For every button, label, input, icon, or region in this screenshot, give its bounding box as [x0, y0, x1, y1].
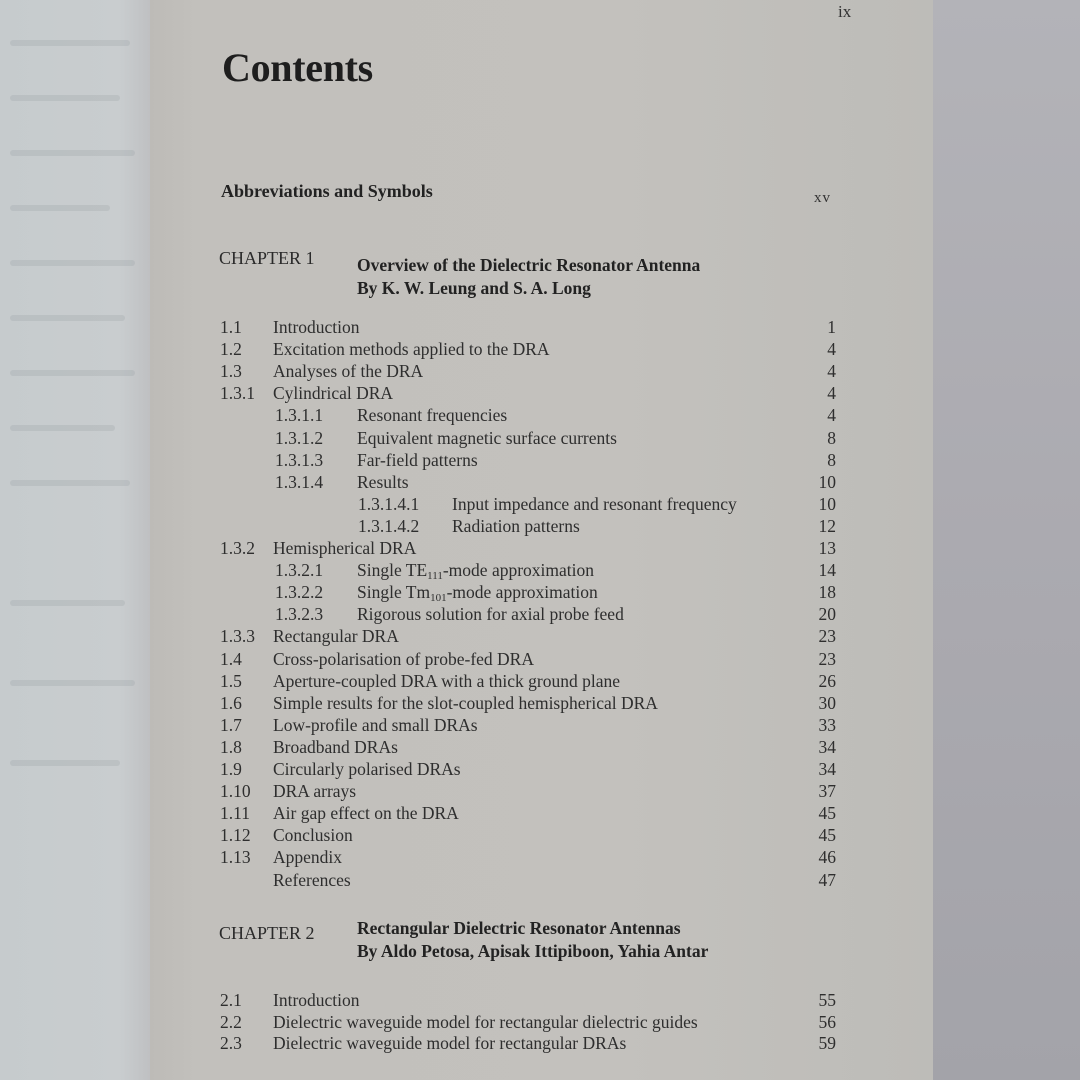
faded-text-line — [10, 40, 130, 46]
toc-entry-title[interactable]: Equivalent magnetic surface currents — [357, 428, 617, 448]
toc-entry-page: 26 — [818, 671, 836, 691]
toc-entry-page: 14 — [818, 560, 836, 580]
chapter-label: CHAPTER 1 — [219, 248, 315, 268]
toc-entry-title[interactable]: Aperture-coupled DRA with a thick ground plane — [273, 671, 620, 691]
toc-entry-title[interactable]: Excitation methods applied to the DRA — [273, 339, 550, 359]
chapter-title[interactable]: Overview of the Dielectric Resonator Antenna — [357, 255, 701, 275]
toc-entry-number: 1.3.1.1 — [275, 405, 324, 425]
faded-text-line — [10, 370, 135, 376]
toc-entry-title[interactable]: Analyses of the DRA — [273, 361, 424, 381]
toc-entry-number: 1.10 — [220, 781, 251, 801]
toc-entry-page: 46 — [818, 847, 836, 867]
toc-entry-page: 34 — [818, 737, 836, 757]
toc-entry-title[interactable]: Cross-polarisation of probe-fed DRA — [273, 649, 534, 669]
facing-page-edge — [0, 0, 150, 1080]
background-surface — [933, 0, 1080, 1080]
toc-entry-number: 1.3.3 — [220, 626, 255, 646]
toc-entry-page: 45 — [818, 825, 836, 845]
toc-entry-page: 12 — [818, 516, 836, 536]
toc-entry-number: 1.1 — [220, 317, 242, 337]
toc-entry-number: 1.3.1.4.2 — [358, 516, 420, 536]
chapter-authors: By K. W. Leung and S. A. Long — [357, 278, 591, 298]
toc-entry-title[interactable]: Circularly polarised DRAs — [273, 759, 461, 779]
toc-entry-title[interactable]: Introduction — [273, 317, 360, 337]
toc-entry-title[interactable]: Dielectric waveguide model for rectangular DRAs — [273, 1033, 627, 1053]
page-folio: ix — [838, 2, 852, 21]
toc-front-matter-title[interactable]: Abbreviations and Symbols — [221, 181, 433, 201]
mode-subscript: 111 — [427, 570, 443, 582]
toc-entry-page: 30 — [818, 693, 836, 713]
toc-entry-page: 4 — [827, 383, 836, 403]
toc-entry-page: 59 — [818, 1033, 836, 1053]
toc-entry-page: 4 — [827, 339, 836, 359]
faded-text-line — [10, 680, 135, 686]
toc-entry-number: 1.7 — [220, 715, 242, 735]
toc-entry-number: 1.13 — [220, 847, 251, 867]
toc-entry-page: 56 — [818, 1012, 836, 1032]
toc-entry-title[interactable]: Broadband DRAs — [273, 737, 398, 757]
faded-text-line — [10, 260, 135, 266]
toc-entry-number: 1.11 — [220, 803, 250, 823]
toc-entry-number: 1.3 — [220, 361, 242, 381]
toc-entry-page: 8 — [827, 450, 836, 470]
toc-entry-number: 1.3.2.2 — [275, 582, 324, 602]
toc-entry-page: 8 — [827, 428, 836, 448]
toc-entry-number: 1.3.2.1 — [275, 560, 324, 580]
faded-text-line — [10, 480, 130, 486]
toc-entry-page: 37 — [818, 781, 836, 801]
toc-entry-page: 45 — [818, 803, 836, 823]
toc-entry-number: 1.3.1 — [220, 383, 255, 403]
toc-entry-title[interactable]: Conclusion — [273, 825, 353, 845]
toc-entry-title[interactable]: Input impedance and resonant frequency — [452, 494, 737, 514]
toc-entry-title[interactable]: References — [273, 870, 351, 890]
toc-entry-number: 1.6 — [220, 693, 242, 713]
toc-entry-number: 1.9 — [220, 759, 242, 779]
toc-entry-number: 1.8 — [220, 737, 242, 757]
toc-entry-number: 1.2 — [220, 339, 242, 359]
chapter-title[interactable]: Rectangular Dielectric Resonator Antennas — [357, 918, 681, 938]
toc-entry-title[interactable]: Resonant frequencies — [357, 405, 508, 425]
chapter-authors: By Aldo Petosa, Apisak Ittipiboon, Yahia Antar — [357, 941, 709, 961]
contents-page — [150, 0, 933, 1080]
toc-entry-number: 1.3.1.4.1 — [358, 494, 420, 514]
toc-entry-title[interactable] — [357, 560, 594, 582]
toc-entry-page: 4 — [827, 405, 836, 425]
toc-entry-page: 23 — [818, 649, 836, 669]
toc-entry-number: 1.3.1.2 — [275, 428, 324, 448]
title-text: Single Tm — [357, 582, 431, 602]
toc-entry-page: 4 — [827, 361, 836, 381]
toc-entry-page: 20 — [818, 604, 836, 624]
toc-entry-page: 1 — [827, 317, 836, 337]
toc-entry-title[interactable]: Results — [357, 472, 409, 492]
toc-entry-page: 23 — [818, 626, 836, 646]
toc-entry-number: 1.5 — [220, 671, 242, 691]
title-text: Single TE — [357, 560, 428, 580]
toc-entry-title[interactable]: Low-profile and small DRAs — [273, 715, 478, 735]
toc-entry-title[interactable]: Air gap effect on the DRA — [273, 803, 459, 823]
toc-entry-number: 1.3.2 — [220, 538, 255, 558]
toc-entry-page: 55 — [818, 990, 836, 1010]
toc-entry-number: 1.12 — [220, 825, 251, 845]
faded-text-line — [10, 425, 115, 431]
toc-entry-title[interactable]: Appendix — [273, 847, 343, 867]
toc-entry-title[interactable]: Far-field patterns — [357, 450, 478, 470]
mode-subscript: 101 — [430, 592, 447, 604]
toc-entry-page: 47 — [818, 870, 836, 890]
toc-entry-title[interactable]: Cylindrical DRA — [273, 383, 394, 403]
toc-entry-title[interactable] — [357, 582, 598, 604]
faded-text-line — [10, 205, 110, 211]
title-text: -mode approximation — [442, 560, 595, 580]
toc-entry-number: 1.3.2.3 — [275, 604, 324, 624]
toc-entry-page: 10 — [818, 494, 836, 514]
toc-entry-title[interactable]: Introduction — [273, 990, 360, 1010]
toc-entry-page: 34 — [818, 759, 836, 779]
toc-entry-title[interactable]: Rigorous solution for axial probe feed — [357, 604, 624, 624]
faded-text-line — [10, 95, 120, 101]
toc-entry-number: 1.3.1.4 — [275, 472, 324, 492]
toc-entry-title[interactable]: Hemispherical DRA — [273, 538, 417, 558]
toc-entry-title[interactable]: Rectangular DRA — [273, 626, 399, 646]
toc-entry-title[interactable]: Simple results for the slot-coupled hemispherical DRA — [273, 693, 658, 713]
toc-entry-title[interactable]: DRA arrays — [273, 781, 357, 801]
toc-entry-number: 1.3.1.3 — [275, 450, 324, 470]
toc-entry-page: 13 — [818, 538, 836, 558]
faded-text-line — [10, 315, 125, 321]
faded-text-line — [10, 600, 125, 606]
faded-text-line — [10, 150, 135, 156]
toc-entry-number: 1.4 — [220, 649, 242, 669]
toc-front-matter-page: xv — [814, 190, 831, 206]
page-title: Contents — [222, 45, 373, 90]
chapter-label: CHAPTER 2 — [219, 923, 315, 943]
title-text: -mode approximation — [446, 582, 598, 602]
toc-entry-number: 2.2 — [220, 1012, 242, 1032]
toc-entry-page: 33 — [818, 715, 836, 735]
toc-entry-number: 2.1 — [220, 990, 242, 1010]
faded-text-line — [10, 760, 120, 766]
toc-entry-page: 18 — [818, 582, 836, 602]
toc-entry-page: 10 — [818, 472, 836, 492]
toc-entry-title[interactable]: Radiation patterns — [452, 516, 580, 536]
toc-entry-number: 2.3 — [220, 1033, 242, 1053]
toc-entry-title[interactable]: Dielectric waveguide model for rectangular dielectric guides — [273, 1012, 698, 1032]
